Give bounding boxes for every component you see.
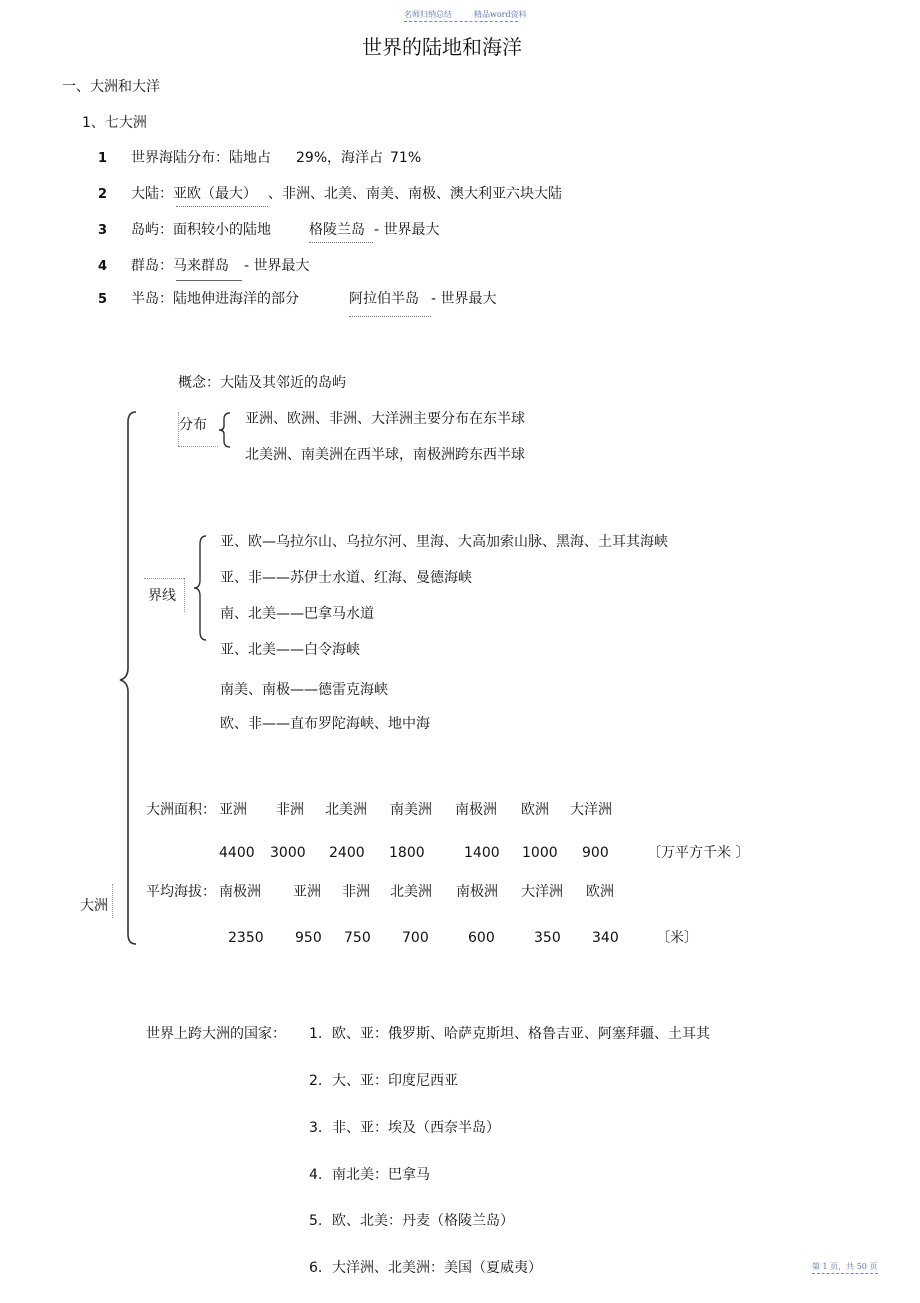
cross-item-text: 非、亚：埃及（西奈半岛） <box>332 1120 500 1136</box>
area-value: 900 <box>582 845 609 861</box>
area-value: 2400 <box>329 845 365 861</box>
altitude-name: 大洋洲 <box>521 884 563 900</box>
area-name: 欧洲 <box>521 802 549 818</box>
header-left: 名师归纳总结 <box>404 10 452 19</box>
boundary-brace-icon <box>192 535 208 641</box>
cross-item-text: 大、亚：印度尼西亚 <box>332 1073 458 1089</box>
boundary-line-3: 南、北美——巴拿马水道 <box>220 606 374 622</box>
label-frame-right <box>184 578 185 612</box>
underline <box>176 206 268 207</box>
area-name: 非洲 <box>276 802 304 818</box>
label-frame-left <box>178 412 179 446</box>
distribution-line-1: 亚洲、欧洲、非洲、大洋洲主要分布在东半球 <box>245 411 525 427</box>
altitude-value: 350 <box>534 930 561 946</box>
area-name: 亚洲 <box>219 802 247 818</box>
cross-item-number: 2. <box>309 1073 323 1089</box>
altitude-name: 欧洲 <box>586 884 614 900</box>
boundary-line-5: 南美、南极——德雷克海峡 <box>220 682 388 698</box>
area-name: 大洋洲 <box>570 802 612 818</box>
item-example: 阿拉伯半岛 <box>349 291 419 307</box>
cross-item-number: 6. <box>309 1260 323 1276</box>
cross-item-number: 3. <box>309 1120 323 1136</box>
underline <box>349 316 431 317</box>
item-text: - 世界最大 <box>431 291 497 307</box>
item-example: 格陵兰岛 <box>309 222 365 238</box>
cross-item-number: 1. <box>309 1026 323 1042</box>
altitude-name: 南极洲 <box>219 884 261 900</box>
area-name: 南美洲 <box>390 802 432 818</box>
large-brace-icon <box>118 410 142 946</box>
footer-divider <box>812 1273 878 1274</box>
label-frame-bottom <box>178 446 218 447</box>
area-value: 1800 <box>389 845 425 861</box>
boundary-label: 界线 <box>148 588 176 604</box>
page-number: 第 1 页，共 50 页 <box>812 1262 878 1271</box>
altitude-name: 亚洲 <box>293 884 321 900</box>
altitude-label: 平均海拔： <box>146 884 216 900</box>
altitude-value: 2350 <box>228 930 264 946</box>
boundary-line-4: 亚、北美——白令海峡 <box>220 642 360 658</box>
cross-item-number: 4. <box>309 1167 323 1183</box>
item-text: - 世界最大 <box>374 222 440 238</box>
distribution-label: 分布 <box>179 417 207 433</box>
item-text: - 世界最大 <box>244 258 310 274</box>
header-right: 精品word资料 <box>474 10 527 19</box>
item-text: 半岛：陆地伸进海洋的部分 <box>131 291 299 307</box>
area-value: 4400 <box>219 845 255 861</box>
area-name: 南极洲 <box>455 802 497 818</box>
boundary-line-1: 亚、欧—乌拉尔山、乌拉尔河、里海、大高加索山脉、黑海、土耳其海峡 <box>220 534 668 550</box>
area-value: 1000 <box>522 845 558 861</box>
altitude-value: 340 <box>592 930 619 946</box>
altitude-name: 南极洲 <box>456 884 498 900</box>
boundary-line-6: 欧、非——直布罗陀海峡、地中海 <box>220 716 430 732</box>
label-frame-top <box>144 578 184 579</box>
item-text: 、非洲、北美、南美、南极、澳大利亚六块大陆 <box>268 186 562 202</box>
cross-item-text: 南北美：巴拿马 <box>332 1167 430 1183</box>
boundary-line-2: 亚、非——苏伊士水道、红海、曼德海峡 <box>220 570 472 586</box>
item-number: 3 <box>98 223 108 238</box>
land-percent: 29% <box>296 150 328 166</box>
underline <box>309 242 373 243</box>
cross-countries-label: 世界上跨大洲的国家： <box>146 1026 286 1042</box>
area-value: 3000 <box>270 845 306 861</box>
altitude-value: 950 <box>295 930 322 946</box>
continents-label: 大洲 <box>80 898 108 914</box>
area-name: 北美洲 <box>325 802 367 818</box>
concept-text: 概念：大陆及其邻近的岛屿 <box>178 375 346 391</box>
header-divider <box>404 21 518 22</box>
page-title: 世界的陆地和海洋 <box>362 35 522 59</box>
item-number: 2 <box>98 187 108 202</box>
cross-item-text: 大洋洲、北美洲：美国（夏威夷） <box>332 1260 542 1276</box>
altitude-name: 北美洲 <box>390 884 432 900</box>
item-text: 岛屿：面积较小的陆地 <box>131 222 271 238</box>
section-heading: 一、大洲和大洋 <box>62 79 160 95</box>
cross-item-number: 5. <box>309 1213 323 1229</box>
area-unit: 〔万平方千米 〕 <box>647 845 750 861</box>
item-text: ，海洋占 <box>327 150 383 166</box>
item-text: 世界海陆分布：陆地占 <box>131 150 271 166</box>
cross-item-text: 欧、北美：丹麦（格陵兰岛） <box>332 1213 514 1229</box>
altitude-unit: 〔米〕 <box>656 930 698 946</box>
altitude-value: 750 <box>344 930 371 946</box>
subsection-heading: 1、七大洲 <box>82 115 147 131</box>
cross-item-text: 欧、亚：俄罗斯、哈萨克斯坦、格鲁吉亚、阿塞拜疆、土耳其 <box>332 1026 710 1042</box>
distribution-brace-icon <box>218 412 232 448</box>
altitude-value: 700 <box>402 930 429 946</box>
item-number: 4 <box>98 259 108 274</box>
item-number: 5 <box>98 292 108 307</box>
underline <box>176 280 242 281</box>
area-label: 大洲面积： <box>146 802 216 818</box>
area-value: 1400 <box>464 845 500 861</box>
altitude-value: 600 <box>468 930 495 946</box>
item-text: 大陆：亚欧（最大） <box>131 186 257 202</box>
ocean-percent: 71% <box>390 150 422 166</box>
distribution-line-2: 北美洲、南美洲在西半球，南极洲跨东西半球 <box>245 447 525 463</box>
item-text: 群岛：马来群岛 <box>131 258 229 274</box>
altitude-name: 非洲 <box>342 884 370 900</box>
label-frame-right <box>112 884 113 918</box>
item-number: 1 <box>98 151 108 166</box>
